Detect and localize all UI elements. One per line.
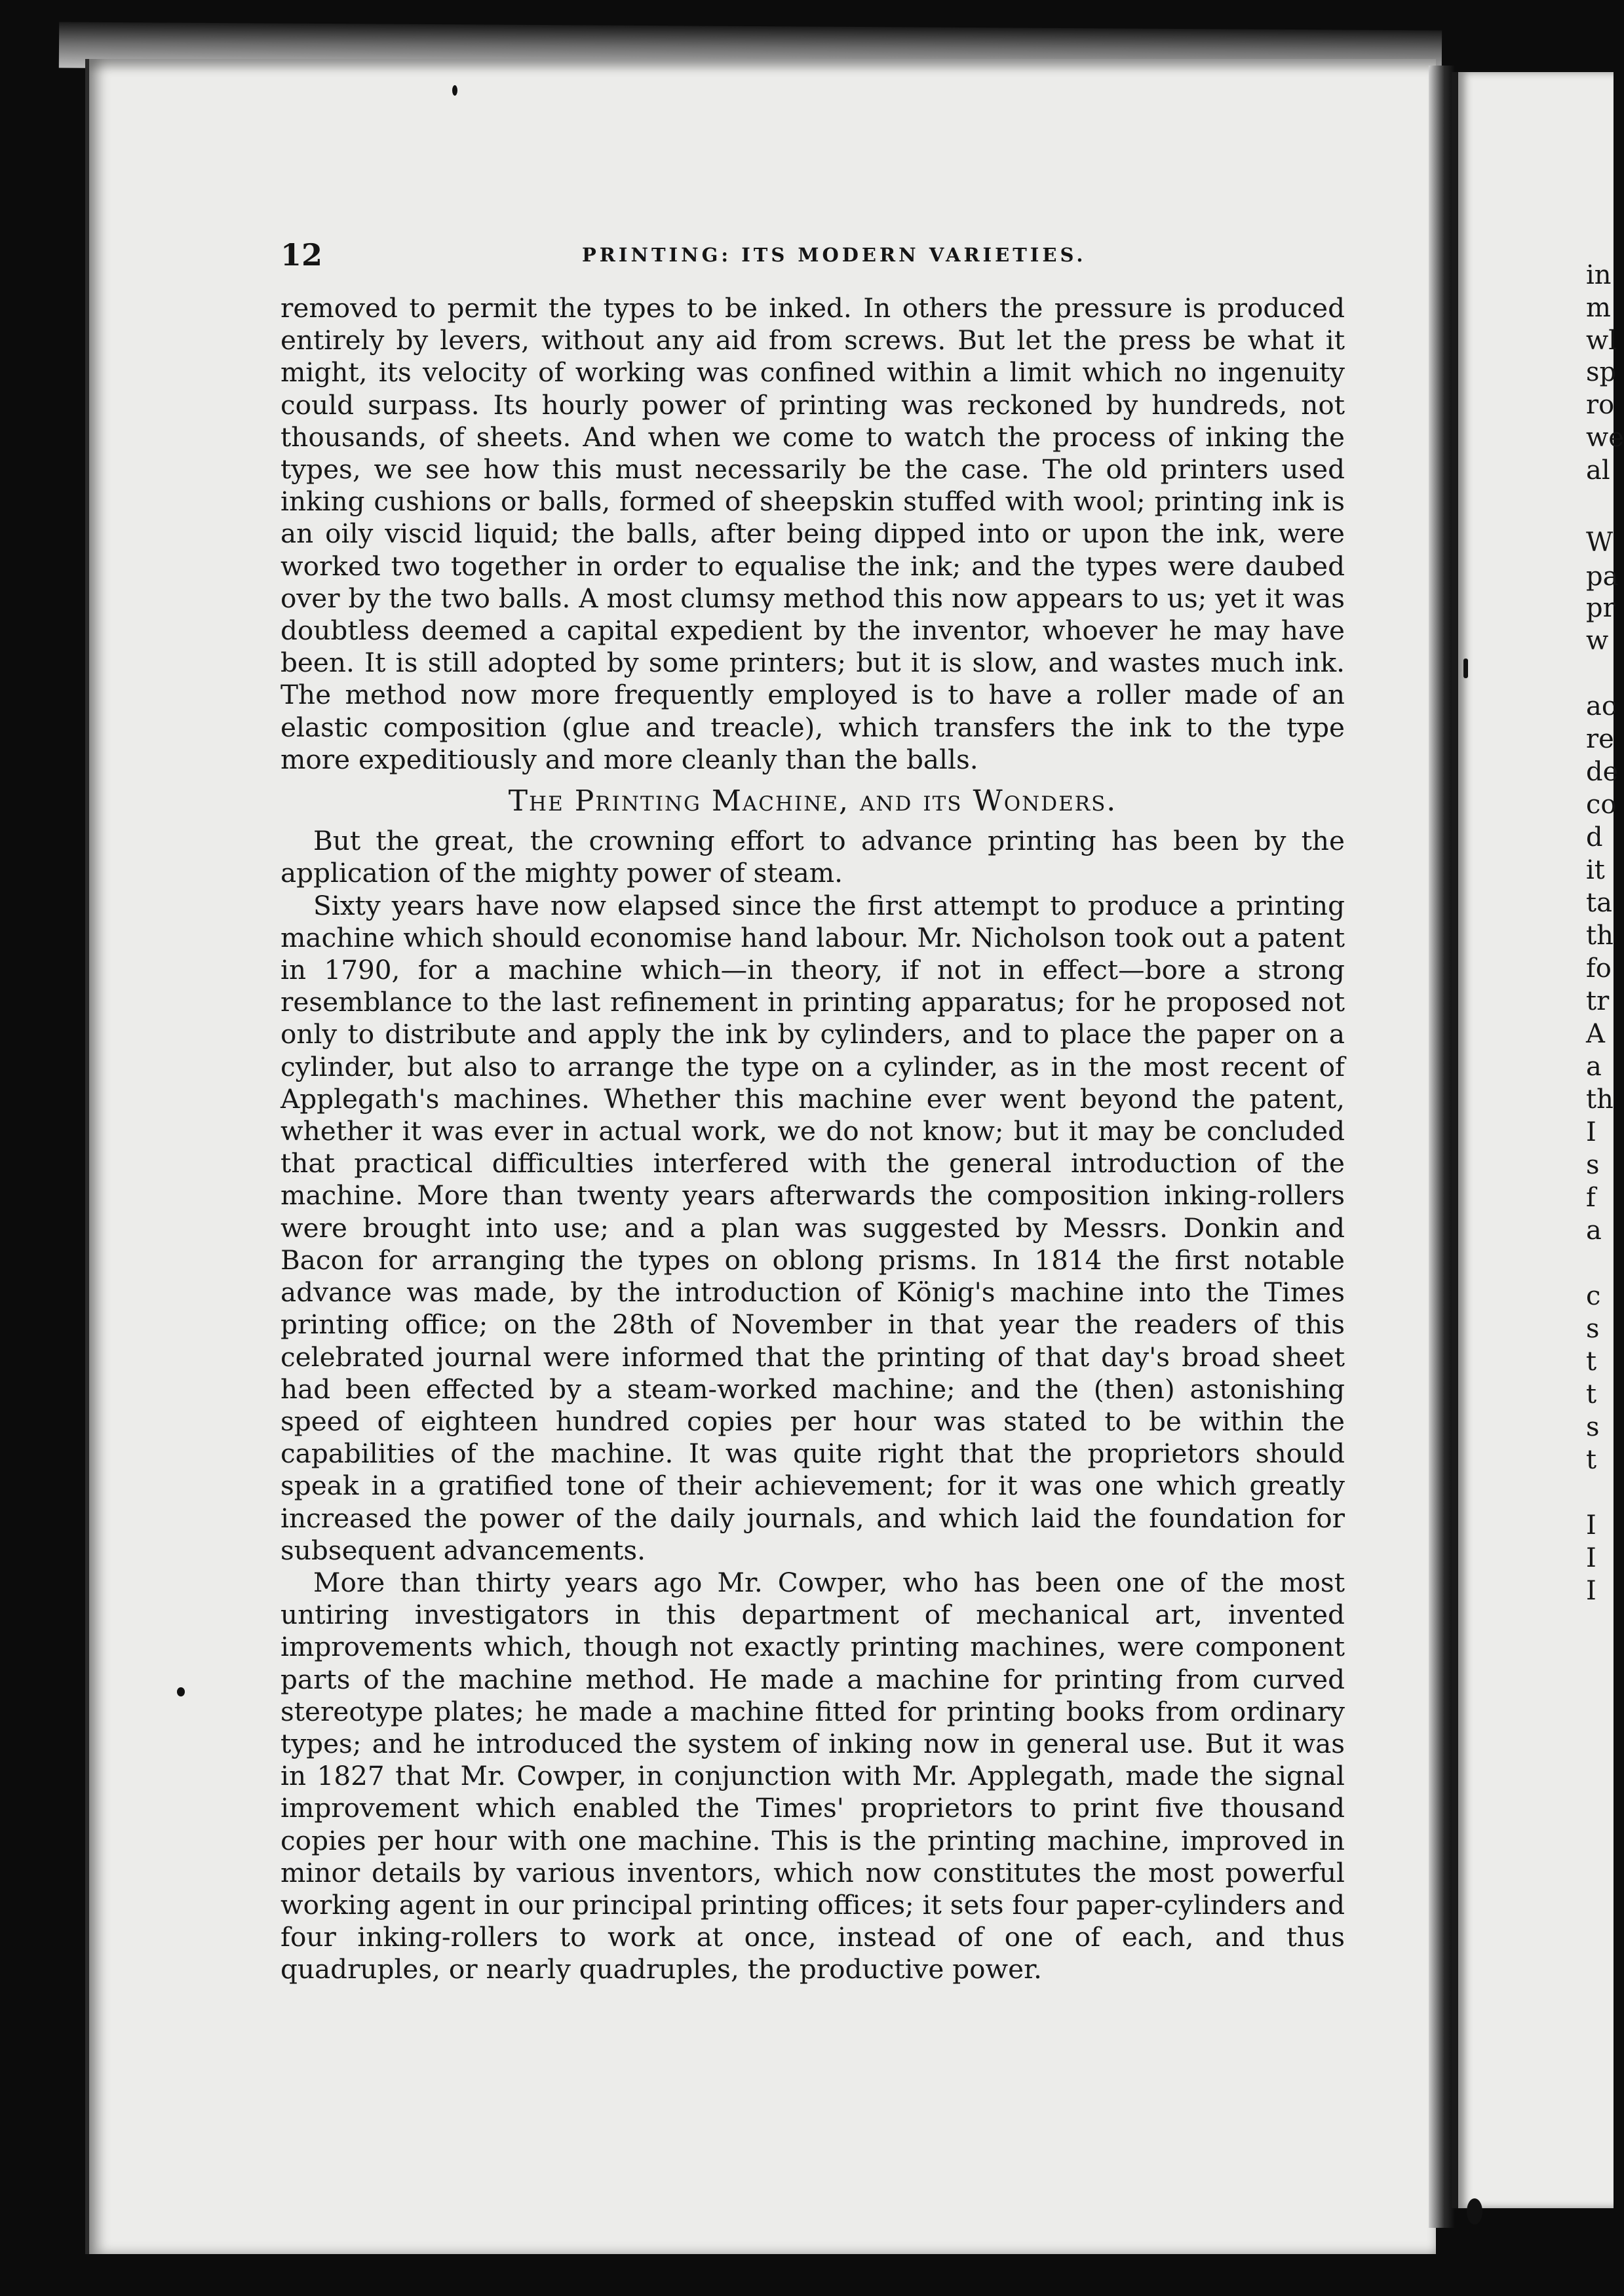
body-text (280, 292, 1345, 1986)
right-page (1452, 72, 1624, 2208)
right-page-line: pa (1586, 562, 1619, 592)
right-page-line: f (1586, 1183, 1596, 1213)
section-heading: The Printing Machine, and its Wonders. (508, 784, 1117, 818)
page-number: 12 (280, 237, 323, 273)
right-page-line: ro (1586, 390, 1615, 420)
right-page-line: a (1586, 1052, 1602, 1082)
right-page-line: th (1586, 921, 1614, 951)
paragraph: But the great, the crowning effort to advance printing has been by the application of the mighty power of steam. (280, 825, 1345, 889)
running-title: PRINTING: ITS MODERN VARIETIES. (582, 244, 1087, 266)
right-page-line: tr (1586, 986, 1610, 1016)
paragraph: More than thirty years ago Mr. Cowper, who has been one of the most untiring investigators in this department of mechanical art, invented improvements which, though not exactly printing machines, were component parts of the machine method. He made a machine for printing from curved stereotype plates; he made a machine fitted for printing books from ordinary types; and he introduced the system of inking now in general use. But it was in 1827 that Mr. Cowper, in conjunction with Mr. Applegath, made the signal improvement which enabled the Times' proprietors to print five thousand copies per hour with one machine. This is the printing machine, improved in minor details by various inventors, which now constitutes the most powerful working agent in our principal printing offices; it sets four paper-cylinders and four inking-rollers to work at once, instead of one of each, and thus quadruples, or nearly quadruples, the productive power. (280, 1566, 1345, 1985)
ink-speck (452, 85, 457, 96)
right-page-line: it (1586, 855, 1605, 885)
right-page-line: sp (1586, 357, 1617, 387)
right-page-line: s (1586, 1412, 1600, 1442)
right-page-line: d (1586, 822, 1603, 852)
right-page-line: fo (1586, 953, 1612, 984)
right-page-line: co (1586, 790, 1617, 820)
right-page-line: m (1586, 293, 1611, 323)
right-page-line: t (1586, 1445, 1597, 1475)
paragraph: removed to permit the types to be inked. In others the pressure is produced entirely by levers, without any aid from screws. But let the press be what it might, its velocity of working was confined within a limit which no ingenuity could surpass. Its hourly power of printing was reckoned by hundreds, not thousands, of sheets. And when we come to watch the process of inking the types, we see how this must necessarily be the case. The old printers used inking cushions or balls, formed of sheepskin stuffed with wool; printing ink is an oily viscid liquid; the balls, after being dipped into or upon the ink, were worked two together in order to equalise the ink; and the types were daubed over by the two balls. A most clumsy method this now appears to us; yet it was doubtless deemed a capital expedient by the inventor, whoever he may have been. It is still adopted by some printers; but it is slow, and wastes much ink. The method now more frequently employed is to have a roller made of an elastic composition (glue and treacle), which transfers the ink to the type more expeditiously and more cleanly than the balls. (280, 292, 1345, 775)
right-page-line: ta (1586, 888, 1612, 918)
right-page-line: s (1586, 1314, 1600, 1344)
right-page-line: de (1586, 757, 1619, 787)
right-page-line: c (1586, 1281, 1601, 1311)
right-page-line: s (1586, 1150, 1600, 1180)
right-page-line: th (1586, 1084, 1614, 1115)
ink-speck (177, 1687, 185, 1696)
page-header (280, 237, 1345, 277)
ink-speck (1467, 2198, 1482, 2225)
right-page-line: we (1586, 423, 1624, 453)
right-page-line: wl (1586, 326, 1617, 356)
right-page-line: ac (1586, 691, 1617, 721)
right-page-line: I (1586, 1117, 1596, 1147)
right-page-line: W (1586, 527, 1614, 558)
right-page-line: I (1586, 1510, 1596, 1540)
right-page-line: I (1586, 1543, 1596, 1573)
right-page-line: A (1586, 1019, 1605, 1049)
right-page-line: w (1586, 626, 1609, 656)
right-page-line: I (1586, 1576, 1596, 1606)
right-page-line: t (1586, 1347, 1597, 1377)
paragraph: Sixty years have now elapsed since the first attempt to produce a printing machine which should economise hand labour. Mr. Nicholson took out a patent in 1790, for a machine which—in theory, if not in effect—bore a strong resemblance to the last refinement in printing apparatus; for he proposed not only to distribute and apply the ink by cylinders, and to place the paper on a cylinder, but also to arrange the type on a cylinder, as in the most recent of Applegath's machines. Whether this machine ever went beyond the patent, whether it was ever in actual work, we do not know; but it may be concluded that practical difficulties interfered with the general introduction of the machine. More than twenty years afterwards the composition inking-rollers were brought into use; and a plan was suggested by Messrs. Donkin and Bacon for arranging the types on oblong prisms. In 1814 the first notable advance was made, by the introduction of König's machine into the Times printing office; on the 28th of November in that year the readers of this celebrated journal were informed that the printing of that day's broad sheet had been effected by a steam-worked machine; and the (then) astonishing speed of eighteen hundred copies per hour was stated to be within the capabilities of the machine. It was quite right that the proprietors should speak in a gratified tone of their achievement; for it was one which greatly increased the power of the daily journals, and which laid the foundation for subsequent advancements. (280, 889, 1345, 1566)
right-page-line: in (1586, 260, 1612, 290)
right-page-line: pr (1586, 593, 1615, 623)
ink-speck (1463, 659, 1468, 678)
book-gutter (1429, 66, 1455, 2228)
right-page-line: t (1586, 1379, 1597, 1409)
right-page-line: re (1586, 724, 1614, 754)
right-page-line: a (1586, 1215, 1602, 1246)
right-page-line: al (1586, 455, 1610, 486)
